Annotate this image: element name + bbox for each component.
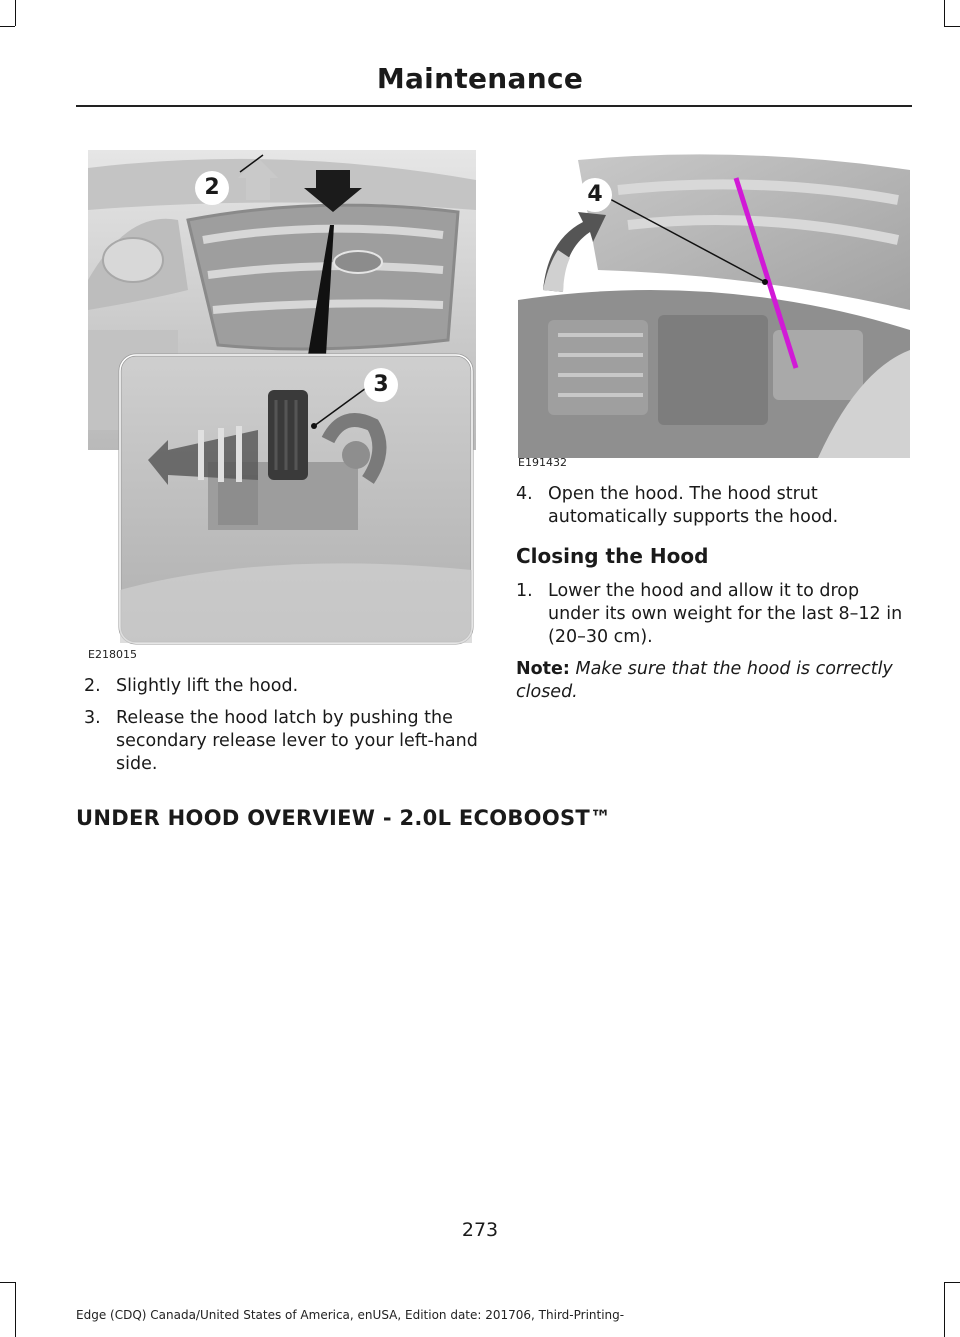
- step-number: 2.: [84, 676, 101, 696]
- step-3: [84, 707, 480, 776]
- crop-mark: [0, 1282, 15, 1283]
- page-footer: Edge (CDQ) Canada/United States of America, enUSA, Edition date: 201706, Third-Printing-: [76, 1308, 625, 1322]
- step-number: 4.: [516, 484, 533, 504]
- note-label: Note:: [516, 659, 570, 679]
- callout-4: 4: [578, 178, 612, 212]
- right-column-text: [516, 483, 908, 704]
- crop-mark: [944, 26, 960, 27]
- note: [516, 658, 908, 704]
- step-number: 1.: [516, 581, 533, 601]
- under-hood-overview-heading: UNDER HOOD OVERVIEW - 2.0L ECOBOOST™: [76, 806, 612, 830]
- step-number: 3.: [84, 708, 101, 728]
- hood-latch-illustration: [88, 150, 476, 650]
- step-text: Lower the hood and allow it to drop under its own weight for the last 8–12 in (20–30 cm).: [548, 581, 903, 647]
- page-number: 273: [461, 1219, 499, 1241]
- crop-mark: [944, 1282, 945, 1337]
- note-text: Make sure that the hood is correctly closed.: [516, 659, 893, 702]
- crop-mark: [15, 0, 16, 26]
- step-text: Slightly lift the hood.: [116, 676, 299, 696]
- step-2: [84, 675, 480, 698]
- left-column-text: [84, 675, 480, 785]
- figure-code: E191432: [518, 456, 567, 469]
- crop-mark: [944, 0, 945, 26]
- callout-3: 3: [364, 368, 398, 402]
- header-divider: [76, 105, 912, 107]
- crop-mark: [15, 1282, 16, 1337]
- figure-code: E218015: [88, 648, 137, 661]
- crop-mark: [944, 1282, 960, 1283]
- open-hood-strut-illustration: [518, 150, 910, 458]
- step-text: Release the hood latch by pushing the secondary release lever to your left-hand side.: [116, 708, 478, 774]
- step-text: Open the hood. The hood strut automatically supports the hood.: [548, 484, 839, 527]
- crop-mark: [0, 26, 15, 27]
- step-4: [516, 483, 908, 529]
- closing-step-1: [516, 580, 908, 649]
- closing-hood-heading: Closing the Hood: [516, 544, 709, 568]
- callout-2: 2: [195, 171, 229, 205]
- page-title: Maintenance: [376, 62, 584, 95]
